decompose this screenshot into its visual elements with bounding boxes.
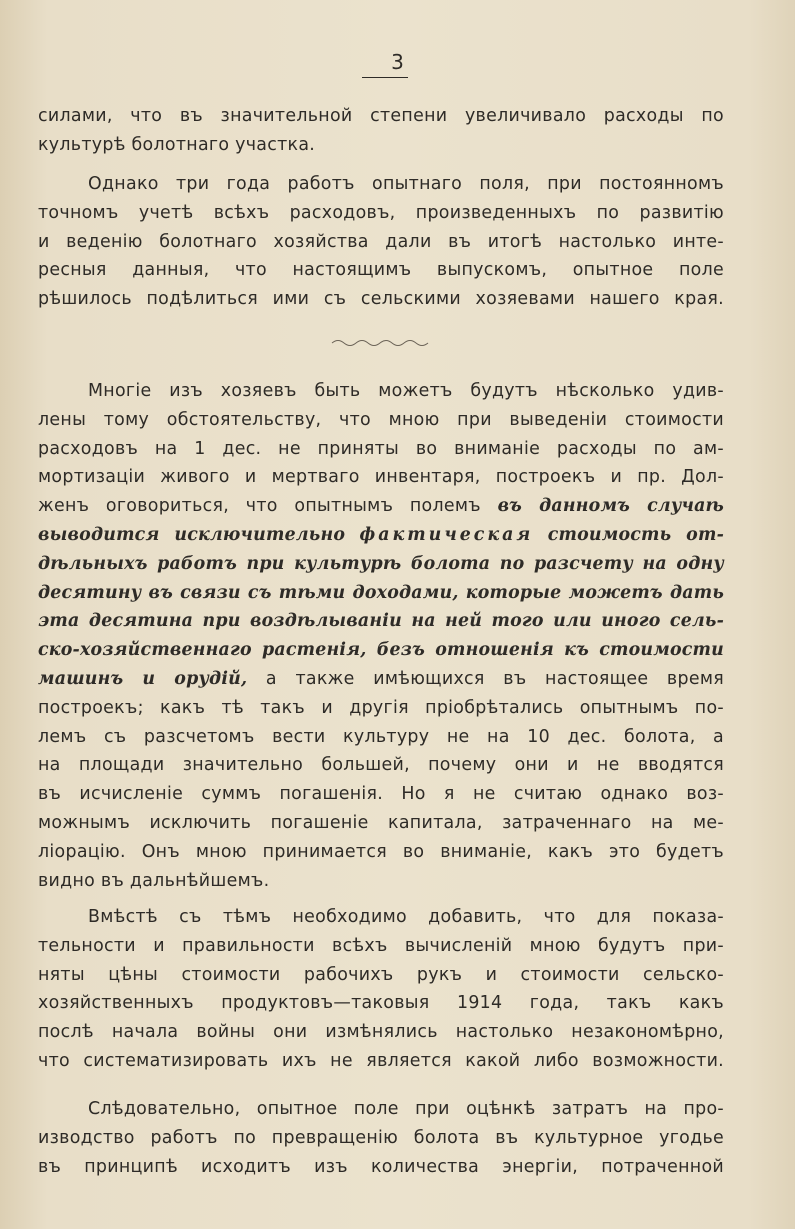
text-line: на площади значительно большей, почему они и не вводятся [38, 755, 724, 776]
italic-line: ско-хозяйственнаго растенія, безъ отношенія къ стоимости [38, 640, 724, 661]
text-line: ресныя данныя, что настоящимъ выпускомъ, опытное поле [38, 260, 724, 281]
text-segment: а также имѣющихся въ настоящее время [265, 668, 725, 689]
italic-emphasis: выводится исключительно [38, 524, 346, 545]
text-line: лены тому обстоятельству, что мною при выведеніи стоимости [38, 409, 724, 430]
text-line: Многіе изъ хозяевъ быть можетъ будутъ нѣсколько удив- [88, 381, 724, 401]
text-line: что систематизировать ихъ не является какой либо возможности. [38, 1050, 724, 1071]
text-line: няты цѣны стоимости рабочихъ рукъ и стоимости сельско- [38, 964, 724, 985]
text-line: рѣшилось подѣлиться ими съ сельскими хозяевами нашего края. [38, 289, 724, 310]
decorative-separator [330, 336, 430, 350]
text-line [38, 665, 724, 694]
text-line: изводство работъ по превращенію болота въ культурное угодье [38, 1127, 724, 1148]
text-line: и веденію болотнаго хозяйства дали въ итогѣ настолько инте- [38, 231, 724, 252]
paragraph-2 [38, 170, 724, 314]
text-line: мортизаціи живого и мертваго инвентаря, построекъ и пр. Дол- [38, 467, 724, 488]
text-line: точномъ учетѣ всѣхъ расходовъ, произведенныхъ по развитію [38, 202, 724, 223]
text-segment: женъ оговориться, что опытнымъ полемъ [38, 496, 481, 517]
italic-line: десятину въ связи съ тѣми доходами, которые можетъ дать [38, 582, 724, 603]
text-line: Однако три года работъ опытнаго поля, при постоянномъ [88, 174, 724, 194]
text-line: видно въ дальнѣйшемъ. [38, 870, 270, 891]
italic-line: дѣльныхъ работъ при культурѣ болота по разсчету на одну [38, 553, 724, 574]
text-line: культурѣ болотнаго участка. [38, 134, 316, 155]
italic-spaced-emphasis: фактическая [359, 524, 534, 545]
italic-emphasis: въ данномъ случаѣ [497, 496, 725, 517]
page-number: 3 [391, 50, 404, 74]
text-line: Вмѣстѣ съ тѣмъ необходимо добавить, что для показа- [88, 907, 724, 927]
text-line [38, 492, 724, 521]
text-line: хозяйственныхъ продуктовъ—таковыя 1914 года, такъ какъ [38, 993, 724, 1014]
text-line: можнымъ исключить погашеніе капитала, затраченнаго на ме- [38, 812, 724, 833]
text-line: послѣ начала войны они измѣнялись настолько незакономѣрно, [38, 1022, 724, 1043]
italic-line: эта десятина при воздѣлываніи на ней того или иного сель- [38, 611, 724, 632]
text-line: расходовъ на 1 дес. не приняты во вниманіе расходы по ам- [38, 438, 724, 459]
text-line: построекъ; какъ тѣ такъ и другія пріобрѣтались опытнымъ по- [38, 697, 724, 718]
paragraph-4 [38, 903, 724, 1076]
paragraph-3 [38, 377, 724, 895]
italic-emphasis: машинъ и орудій, [38, 668, 248, 689]
text-line [38, 521, 724, 550]
paragraph-1 [38, 102, 724, 160]
text-line: тельности и правильности всѣхъ вычисленій мною будутъ при- [38, 935, 724, 956]
text-line: въ принципѣ исходитъ изъ количества энергіи, потраченной [38, 1156, 724, 1177]
page-number-underline [362, 77, 408, 78]
text-line: лемъ съ разсчетомъ вести культуру не на 10 дес. болота, а [38, 726, 724, 747]
paragraph-5 [38, 1095, 724, 1181]
italic-emphasis: стоимость от- [547, 524, 724, 545]
text-line: въ исчисленіе суммъ погашенія. Но я не считаю однако воз- [38, 784, 724, 805]
text-line: Слѣдовательно, опытное поле при оцѣнкѣ затратъ на про- [88, 1099, 724, 1119]
text-line: силами, что въ значительной степени увеличивало расходы по [38, 106, 724, 126]
text-line: ліорацію. Онъ мною принимается во вниманіе, какъ это будетъ [38, 841, 724, 862]
